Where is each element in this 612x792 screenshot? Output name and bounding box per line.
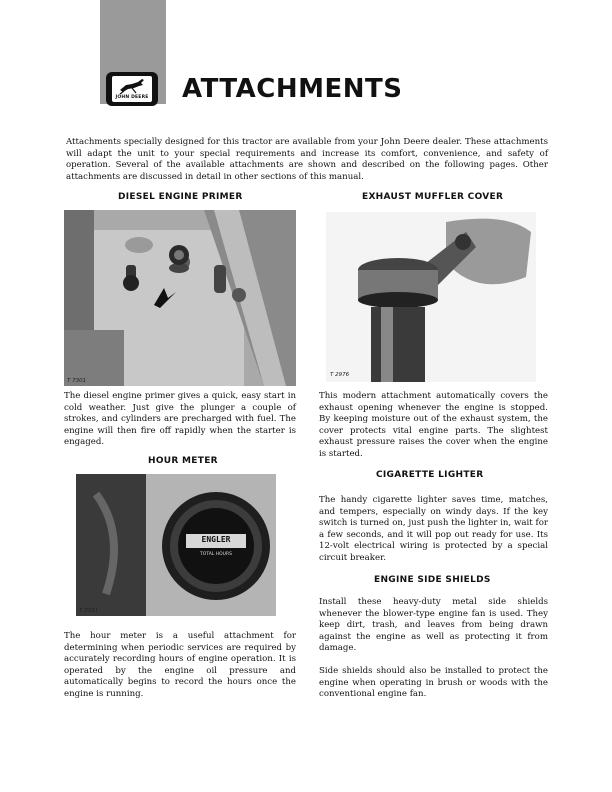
logo-wordmark: JOHN DEERE <box>115 95 149 100</box>
deer-icon <box>112 76 152 96</box>
muffler-cover-heading: EXHAUST MUFFLER COVER <box>362 192 504 202</box>
primer-photo <box>64 210 296 386</box>
hour-meter-photo-tag: T 7331 <box>79 608 99 614</box>
john-deere-logo <box>106 72 158 106</box>
primer-heading: DIESEL ENGINE PRIMER <box>118 192 243 202</box>
header-gray-band <box>100 0 166 74</box>
page-title: ATTACHMENTS <box>182 74 403 104</box>
hour-meter-heading: HOUR METER <box>148 456 218 466</box>
primer-photo-tag: T 7301 <box>67 378 87 384</box>
muffler-cover-photo-tag: T 2976 <box>330 372 350 378</box>
engine-side-shields-heading: ENGINE SIDE SHIELDS <box>374 575 491 585</box>
primer-text: The diesel engine primer gives a quick, easy start in cold weather. Just give the plunger a couple of strokes, and cylinders are precharged with fuel. The engine will then fire off rapidly when the starter is engaged. <box>64 391 296 448</box>
hour-meter-counter: ENGLER <box>201 535 231 544</box>
engine-side-shields-text-1: Install these heavy-duty metal side shields whenever the blower-type engine fan is used. They keep dirt, trash, and leaves from being drawn against the engine as well as protecting it from damage. <box>319 597 548 654</box>
hour-meter-dial-label: TOTAL HOURS <box>200 552 232 557</box>
cigarette-lighter-text: The handy cigarette lighter saves time, matches, and tempers, especially on windy days. If the key switch is turned on, just push the lighter in, wait for a few seconds, and it will pop out ready for use. Its 12-volt electrical wiring is protected by a special circuit breaker. <box>319 495 548 563</box>
hour-meter-text: The hour meter is a useful attachment for determining when periodic services are required by accurately recording hours of engine operation. It is operated by the engine oil pressure and automatically begins to record the hours once the engine is running. <box>64 631 296 699</box>
hour-meter-photo <box>76 474 276 616</box>
muffler-cover-text: This modern attachment automatically covers the exhaust opening whenever the engine is stopped. By keeping moisture out of the exhaust system, the cover protects vital engine parts. The slightest exhaust pressure raises the cover when the engine is started. <box>319 391 548 459</box>
engine-side-shields-text-2: Side shields should also be installed to protect the engine when operating in brush or woods with the conventional engine fan. <box>319 666 548 700</box>
muffler-cover-photo <box>326 212 536 382</box>
cigarette-lighter-heading: CIGARETTE LIGHTER <box>376 470 484 480</box>
intro-paragraph: Attachments specially designed for this tractor are available from your John Deere dealer. These attachments will adapt the unit to your special requirements and increase its comfort, convenience, and safety of operation. Several of the available attachments are shown and described on the following pages. Other attachments are discussed in detail in other sections of this manual. <box>66 137 548 182</box>
